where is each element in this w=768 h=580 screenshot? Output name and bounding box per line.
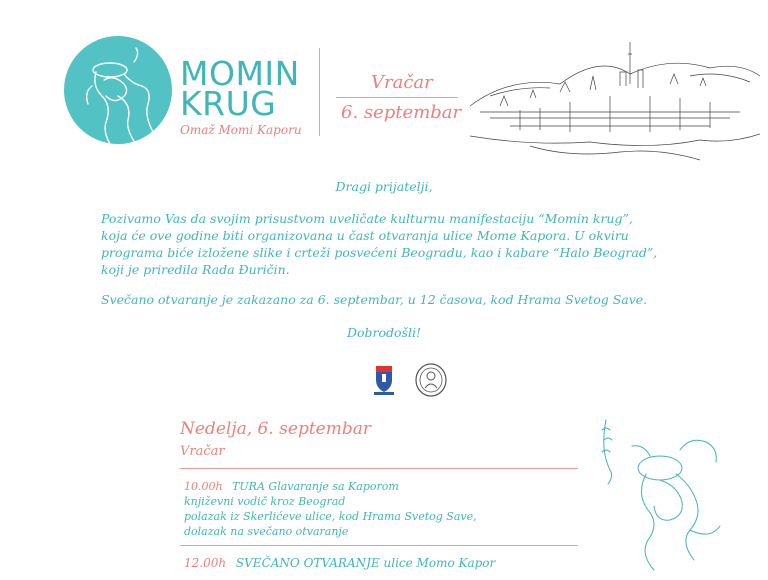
city-sketch [470, 36, 760, 166]
teal-figure-sketch [590, 410, 740, 576]
title-momin: MOMIN [180, 54, 300, 93]
coat-of-arms-icon [370, 362, 398, 398]
program-vertical-label [88, 410, 148, 576]
program-item-1 [184, 479, 399, 494]
letter-greeting: Dragi prijatelji, [335, 179, 433, 194]
item1-line2: književni vodič kroz Beograd [184, 495, 346, 508]
city-sketch-icon [470, 36, 760, 166]
header-line [336, 97, 458, 98]
figure-sketch-icon [64, 36, 172, 144]
program-place: Vračar [180, 444, 225, 459]
item2-title: SVEČANO OTVARANJE ulice Momo Kapor [235, 556, 496, 570]
subtitle: Omaž Momi Kaporu [180, 123, 302, 137]
item1-title: TURA Glavaranje sa Kaporom [232, 480, 399, 493]
item1-line3: polazak iz Skerlićeve ulice, kod Hrama Svetog Save, [184, 510, 477, 523]
letter-closing: Dobrodošli! [346, 325, 421, 340]
coat-of-arms-logo [370, 362, 398, 398]
letter-p1-l3: programa biće izložene slike i crteži posvećeni Beogradu, kao i kabare “Halo Beograd”, [101, 245, 658, 260]
program-day: Nedelja, 6. septembar [180, 419, 371, 439]
header-date: 6. septembar [341, 102, 462, 123]
title-krug: KRUG [180, 84, 277, 123]
portrait-seal-icon [414, 362, 448, 398]
letter-p2: Svečano otvaranje je zakazano za 6. septembar, u 12 časova, kod Hrama Svetog Save. [101, 292, 648, 307]
item1-line4: dolazak na svečano otvaranje [184, 525, 349, 538]
dancer-sketch-icon [590, 410, 740, 576]
logo-circle [64, 36, 172, 144]
item2-time: 12.00h [184, 556, 227, 570]
program-line-2 [180, 545, 578, 546]
header-place: Vračar [371, 72, 433, 93]
letter-p1-l1: Pozivamo Vas da svojim prisustvom uveličate kulturnu manifestaciju “Momin krug”, [101, 211, 633, 226]
letter-p1-l2: koja će ove godine biti organizovana u čast otvaranja ulice Mome Kapora. U okviru [101, 228, 629, 243]
portrait-seal [414, 362, 448, 398]
letter-p1-l4: koji je priredila Rada Đuričin. [101, 262, 290, 277]
program-item-2 [184, 556, 495, 571]
item1-time: 10.00h [184, 480, 223, 493]
program-line-1 [180, 468, 578, 469]
header-divider [319, 48, 320, 136]
